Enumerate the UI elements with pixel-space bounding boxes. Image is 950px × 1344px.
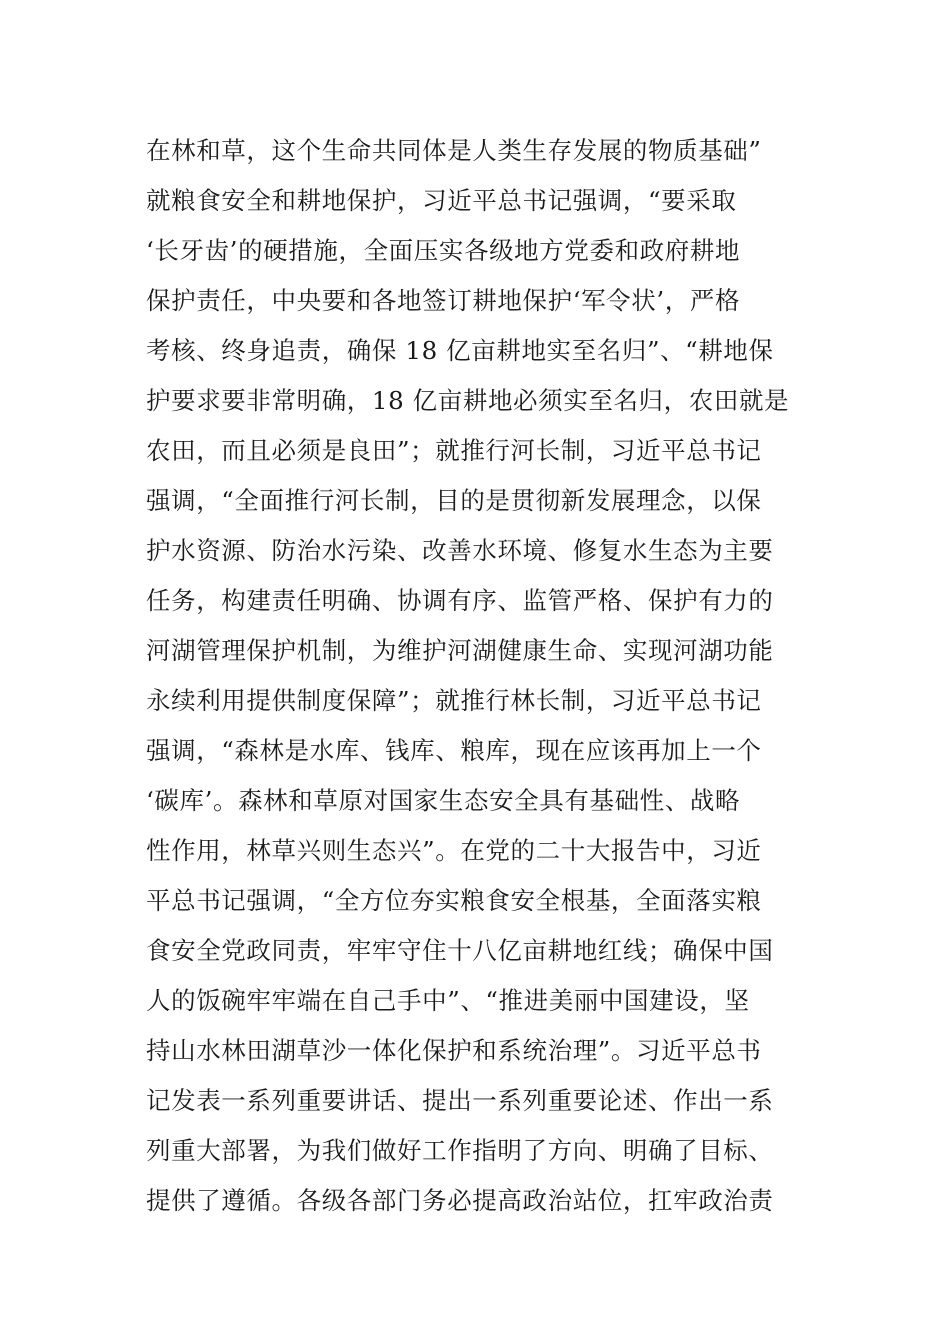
text-line: 提供了遵循。各级各部门务必提高政治站位，扛牢政治责 [146,1186,774,1215]
text-line: 人的饭碗牢牢端在自己手中”、“推进美丽中国建设，坚 [146,986,750,1015]
body-text [146,126,826,1226]
text-line: ‘碳库’。森林和草原对国家生态安全具有基础性、战略 [146,786,741,815]
text-line: 平总书记强调，“全方位夯实粮食安全根基，全面落实粮 [146,886,762,915]
text-line: 护要求要非常明确，18 亿亩耕地必须实至名归，农田就是 [146,386,790,415]
text-line: 农田，而且必须是良田”；就推行河长制，习近平总书记 [146,436,762,465]
text-line: 食安全党政同责，牢牢守住十八亿亩耕地红线；确保中国 [146,936,774,965]
text-line: 保护责任，中央要和各地签订耕地保护‘军令状’，严格 [146,286,741,315]
text-line: 永续利用提供制度保障”；就推行林长制，习近平总书记 [146,686,762,715]
text-line: 在林和草，这个生命共同体是人类生存发展的物质基础” [146,136,762,165]
text-line: 就粮食安全和耕地保护，习近平总书记强调，“要采取 [146,186,737,215]
text-line: ‘长牙齿’的硬措施，全面压实各级地方党委和政府耕地 [146,236,741,265]
text-line: 强调，“全面推行河长制，目的是贯彻新发展理念，以保 [146,486,762,515]
text-line: 记发表一系列重要讲话、提出一系列重要论述、作出一系 [146,1086,774,1115]
text-line: 列重大部署，为我们做好工作指明了方向、明确了目标、 [146,1136,774,1165]
text-line: 护水资源、防治水污染、改善水环境、修复水生态为主要 [146,536,774,565]
text-line: 任务，构建责任明确、协调有序、监管严格、保护有力的 [146,586,774,615]
text-line: 强调，“森林是水库、钱库、粮库，现在应该再加上一个 [146,736,762,765]
text-line: 考核、终身追责，确保 18 亿亩耕地实至名归”、“耕地保 [146,336,774,365]
text-line: 持山水林田湖草沙一体化保护和系统治理”。习近平总书 [146,1036,762,1065]
text-line: 河湖管理保护机制，为维护河湖健康生命、实现河湖功能 [146,636,774,665]
text-line: 性作用，林草兴则生态兴”。在党的二十大报告中，习近 [146,836,762,865]
